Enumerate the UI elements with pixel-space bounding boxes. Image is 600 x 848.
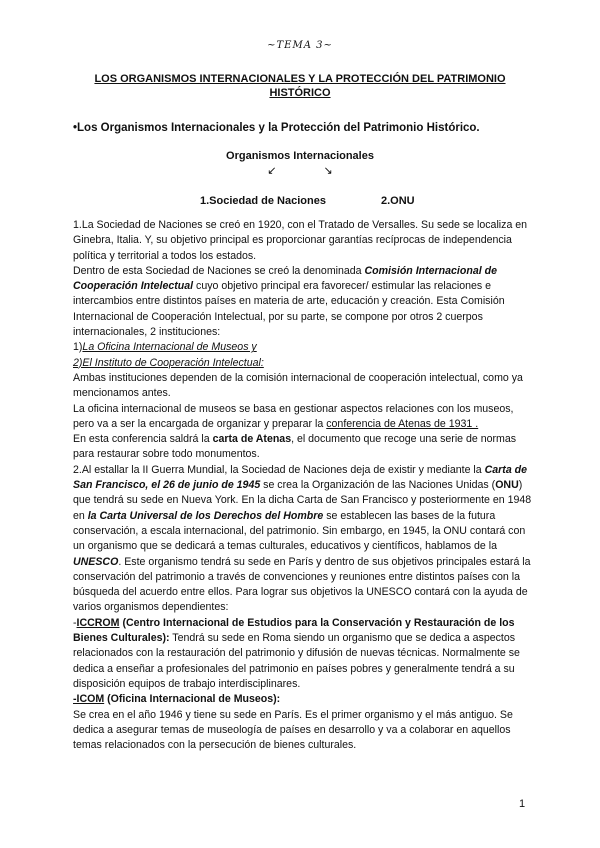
bold-text: (Centro Internacional de Estudios para la Conservación y Restauración de los Bienes Culturales): [73, 616, 515, 645]
paragraph-3: Ambas instituciones dependen de la comisión internacional de cooperación intelectual, como ya mencionamos antes. [73, 371, 523, 400]
org-columns [200, 195, 467, 207]
bold-text: (Oficina Internacional de Museos): [104, 693, 281, 706]
page-number: 1 [519, 798, 526, 810]
document-title: LOS ORGANISMOS INTERNACIONALES Y LA PROTECCIÓN DEL PATRIMONIO HISTÓRICO [94, 73, 506, 99]
icom-heading [73, 692, 533, 707]
text: . Este organismo tendrá su sede en París y dentro de sus objetivos principales estará la conservación del patrimonio a través de convenciones y reuniones entre distintos países con la búsqueda del acuerdo entre ellos. Para lograr sus objetivos la UNESCO contará con la ayuda de varios organismos dependientes: [73, 555, 531, 614]
text: se crea la Organización de las Naciones Unidas ( [260, 479, 496, 492]
icom-label: -ICOM [73, 693, 105, 706]
text: 2.Al estallar la II Guerra Mundial, la Sociedad de Naciones deja de existir y mediante la [73, 463, 485, 476]
paragraph-5 [73, 432, 533, 463]
section-subtitle: •Los Organismos Internacionales y la Protección del Patrimonio Histórico. [73, 122, 480, 134]
list-item-2: 2)El Instituto de Cooperación Intelectual: [73, 356, 264, 369]
emphasis: la Carta Universal de los Derechos del Hombre [87, 509, 324, 522]
text: - [73, 616, 77, 629]
list-item-1 [73, 340, 533, 355]
emphasis: Carta de San Francisco, el 26 de junio de 1945 [73, 463, 528, 492]
text: 1) [73, 341, 83, 354]
col-onu: 2.ONU [381, 195, 415, 207]
text: , el documento que recoge una serie de normas para restaurar sobre todo monumentos. [73, 433, 517, 461]
text: La oficina internacional de museos se basa en gestionar aspectos relaciones con los museos, pero va a ser la encargada de organizar y preparar la [73, 402, 514, 430]
text: se establecen las bases de la futura conservación, a escala internacional, del patrimonio. Sin embargo, en 1945, la ONU contará con un organismo que se dedicará a temas culturales, educativos y científicos, hablamos de la [73, 509, 526, 553]
text: Tendrá su sede en Roma siendo un organismo que se dedica a aspectos relacionados con la restauración del patrimonio y difusión de nuevas técnicas. Normalmente se dedica a enseñar a profesionales del patrimonio en países pobres y generalmente tendrá a su disposición equipos de trabajo interdisciplinares. [73, 632, 520, 690]
paragraph-4 [73, 402, 533, 433]
text: En esta conferencia saldrá la [73, 433, 213, 446]
emphasis: Comisión Internacional de Cooperación Intelectual [73, 264, 497, 293]
bold-text: carta de Atenas [212, 433, 292, 446]
link-text: La Oficina Internacional de Museos y [82, 341, 257, 354]
page-header: ~TEMA 3~ [267, 40, 333, 51]
document-body [73, 218, 533, 753]
underline-text: conferencia de Atenas de 1931 . [326, 417, 479, 430]
bold-text: ONU [495, 479, 519, 492]
arrow-left-icon: ↙ [267, 165, 277, 177]
icom-paragraph: Se crea en el año 1946 y tiene su sede en París. Es el primer organismo y el más antiguo. Se dedica a asegurar temas de museología de países en desarrollo y va a colaborar en aquellos temas relacionados con la persecución de bienes culturales. [73, 708, 513, 752]
paragraph-6 [73, 463, 533, 616]
text: ) que tendrá su sede en Nueva York. En la dicha Carta de San Francisco y posteriormente en 1948 en [73, 479, 532, 522]
orgs-heading: Organismos Internacionales [226, 150, 374, 162]
arrow-right-icon: ↘ [323, 165, 333, 177]
iccrom-paragraph [73, 616, 533, 692]
col-sociedad-naciones: 1.Sociedad de Naciones [200, 195, 326, 207]
iccrom-label: ICCROM [76, 616, 120, 629]
text: Dentro de esta Sociedad de Naciones se creó la denominada [73, 264, 365, 277]
paragraph-1: 1.La Sociedad de Naciones se creó en 1920, con el Tratado de Versalles. Su sede se localiza en Ginebra, Italia. Y, su objetivo principal es proporcionar garantías recíprocas de independencia política y territorial a todos los estados. [73, 219, 528, 262]
paragraph-2 [73, 264, 533, 340]
branch-arrows [0, 164, 600, 177]
emphasis: UNESCO [73, 555, 119, 568]
text: cuyo objetivo principal era favorecer/ estimular las relaciones e intercambios entre distintos países en materia de arte, educación y creación. Esta Comisión Internacional de Cooperación Intelectual, por su parte, se compone por otros 2 cuerpos internacionales, 2 instituciones: [73, 280, 505, 339]
